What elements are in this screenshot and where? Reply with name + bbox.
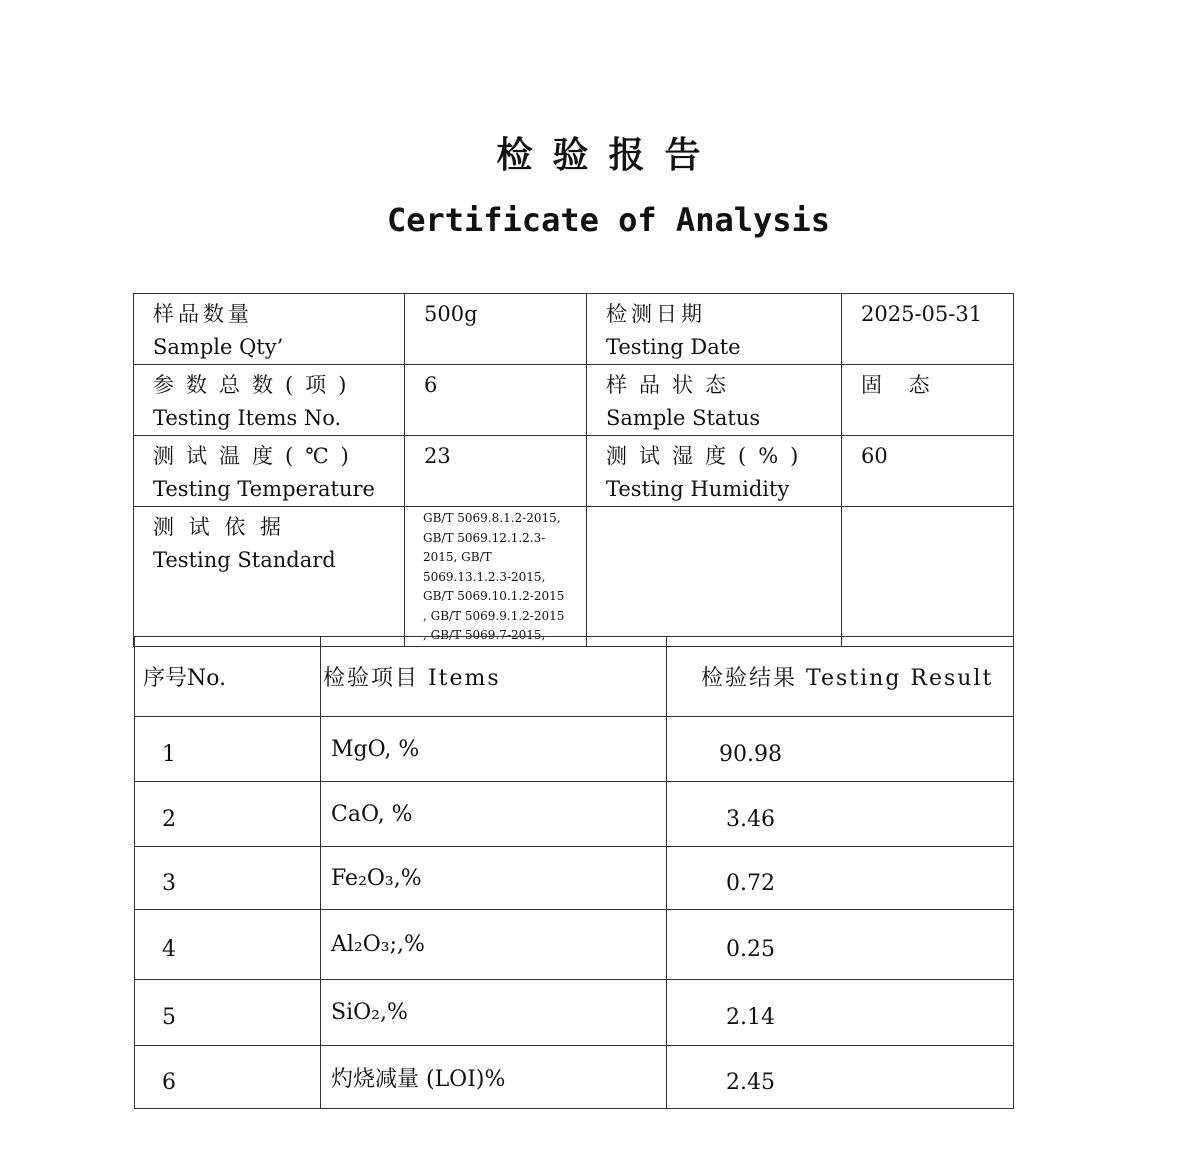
standard-label-cn: 测 试 依 据	[153, 515, 286, 539]
empty-cell	[842, 507, 1014, 647]
standard-line: 2015, GB/T	[423, 550, 492, 564]
standard-line: GB/T 5069.10.1.2-2015	[423, 589, 565, 603]
report-title-en: Certificate of Analysis	[386, 201, 831, 239]
temperature-label-cn: 测试温度(℃)	[153, 444, 361, 468]
results-header-row	[135, 637, 1014, 717]
table-row	[135, 910, 1014, 980]
sample-qty-label-cn: 样品数量	[153, 302, 253, 326]
standard-line: 5069.13.1.2.3-2015,	[423, 569, 546, 584]
row-value: 3.46	[667, 782, 1014, 847]
row-value: 90.98	[667, 717, 1014, 782]
info-row	[134, 294, 1014, 365]
items-no-label-cn: 参数总数(项)	[153, 373, 359, 397]
row-no: 4	[135, 910, 321, 980]
sample-qty-label-en: Sample Qty’	[153, 335, 284, 359]
header-items: 检验项目 Items	[321, 637, 667, 717]
sample-qty-cell	[405, 294, 587, 365]
info-row	[134, 365, 1014, 436]
humidity-cell	[842, 436, 1014, 507]
row-item: SiO₂,%	[321, 980, 667, 1046]
header-no: 序号No.	[135, 637, 321, 717]
standard-line: , GB/T 5069.9.1.2-2015	[423, 608, 565, 623]
temperature-label	[134, 436, 405, 507]
humidity-label	[587, 436, 842, 507]
row-item: Al₂O₃;,%	[321, 910, 667, 980]
sample-status-label-cn: 样品状态	[606, 373, 738, 397]
temperature-value: 23	[424, 444, 451, 468]
standard-cell	[405, 507, 587, 647]
row-item: 灼烧减量 (LOI)%	[321, 1046, 667, 1109]
sample-status-label	[587, 365, 842, 436]
row-item: CaO, %	[321, 782, 667, 847]
info-row	[134, 436, 1014, 507]
humidity-label-cn: 测试湿度(%)	[606, 444, 811, 468]
row-value: 2.45	[667, 1046, 1014, 1109]
row-item: Fe₂O₃,%	[321, 847, 667, 910]
testing-date-cell	[842, 294, 1014, 365]
standard-line: GB/T 5069.8.1.2-2015,	[423, 511, 561, 525]
sample-status-value: 固 态	[861, 373, 940, 397]
standard-line: GB/T 5069.12.1.2.3-	[423, 530, 546, 545]
info-row	[134, 507, 1014, 647]
testing-date-label	[587, 294, 842, 365]
sample-info-table	[133, 293, 1014, 647]
row-value: 0.72	[667, 847, 1014, 910]
row-no: 3	[135, 847, 321, 910]
table-row	[135, 1046, 1014, 1109]
humidity-label-en: Testing Humidity	[606, 477, 790, 501]
items-no-cell	[405, 365, 587, 436]
sample-qty-label	[134, 294, 405, 365]
row-no: 2	[135, 782, 321, 847]
standard-label-en: Testing Standard	[153, 548, 336, 572]
standard-label	[134, 507, 405, 647]
row-item: MgO, %	[321, 717, 667, 782]
row-no: 1	[135, 717, 321, 782]
standard-line: , GB/T 5069.7-2015,	[423, 628, 546, 642]
temperature-cell	[405, 436, 587, 507]
items-no-label-en: Testing Items No.	[153, 406, 342, 430]
header-result: 检验结果 Testing Result	[667, 637, 1014, 717]
table-row	[135, 782, 1014, 847]
report-title-cn: 检验报告	[496, 135, 721, 176]
testing-date-value: 2025-05-31	[861, 302, 983, 326]
row-value: 0.25	[667, 910, 1014, 980]
row-no: 5	[135, 980, 321, 1046]
table-row	[135, 717, 1014, 782]
testing-date-label-cn: 检测日期	[606, 302, 706, 326]
standard-list	[405, 507, 586, 646]
row-no: 6	[135, 1046, 321, 1109]
table-row	[135, 847, 1014, 910]
sample-status-cell	[842, 365, 1014, 436]
sample-qty-value: 500g	[424, 302, 478, 326]
empty-cell	[587, 507, 842, 647]
sample-status-label-en: Sample Status	[606, 406, 761, 430]
table-row	[135, 980, 1014, 1046]
row-value: 2.14	[667, 980, 1014, 1046]
items-no-value: 6	[424, 373, 438, 397]
results-table	[134, 636, 1014, 1109]
temperature-label-en: Testing Temperature	[153, 477, 375, 501]
testing-date-label-en: Testing Date	[606, 335, 741, 359]
items-no-label	[134, 365, 405, 436]
humidity-value: 60	[861, 444, 888, 468]
